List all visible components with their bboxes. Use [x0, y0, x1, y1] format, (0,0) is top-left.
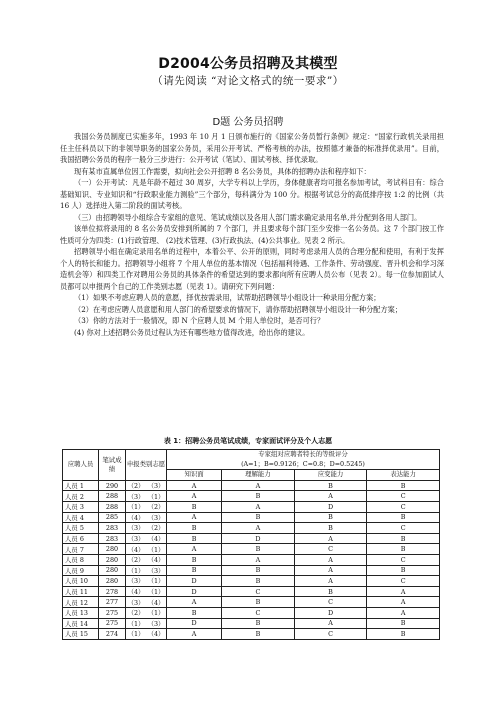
cell-expression: C: [367, 491, 440, 502]
cell-expression: C: [367, 523, 440, 534]
cell-wish-1: （4）: [126, 512, 147, 523]
cell-knowledge: A: [167, 491, 222, 502]
header-ability: 理解能力: [222, 470, 295, 481]
cell-person: 人员 6: [63, 533, 99, 544]
cell-understanding: B: [222, 576, 295, 587]
table-row: [63, 576, 440, 587]
cell-adaptability: A: [294, 576, 367, 587]
cell-knowledge: D: [167, 576, 222, 587]
cell-wish-1: （3）: [126, 523, 147, 534]
cell-understanding: C: [222, 607, 295, 618]
cell-score: 280: [99, 576, 126, 587]
header-weights: (A=1；B=0.9126；C=0.8；D=0.5245): [167, 460, 440, 470]
cell-score: 278: [99, 586, 126, 597]
cell-wish-2: （1）: [146, 544, 167, 555]
header-ability: 表达能力: [367, 470, 440, 481]
cell-person: 人员 13: [63, 607, 99, 618]
table-row: [63, 586, 440, 597]
table-row: [63, 523, 440, 534]
cell-wish-2: （3）: [146, 565, 167, 576]
cell-knowledge: A: [167, 629, 222, 640]
paragraph: 招聘领导小组在确定录用名单的过程中，本着公平、公开的原则，同时考虑录用人员的合理分配和使用，有利于发挥个人的特长和能力。招聘领导小组将 7 个用人单位的基本情况（包括福利待遇、工作条件、劳动强度、晋升机会和学习深造机会等）和四类工作对聘用公务员的具体条件的希望达到的要求都向所有应聘人员公布（见表 2）。每一位参加面试人员都可以申报两个自己的工作类别志愿（见表 1）。请研究下列问题：: [60, 247, 444, 291]
cell-score: 280: [99, 544, 126, 555]
cell-understanding: B: [222, 629, 295, 640]
cell-wish-2: （4）: [146, 533, 167, 544]
cell-adaptability: D: [294, 607, 367, 618]
cell-person: 人员 11: [63, 586, 99, 597]
cell-wish-1: （4）: [126, 544, 147, 555]
cell-wish-1: （3）: [126, 597, 147, 608]
cell-understanding: A: [222, 501, 295, 512]
cell-adaptability: A: [294, 565, 367, 576]
paragraph: 该单位拟将录用的 8 名公务员安排到所属的 7 个部门，并且要求每个部门至少安排一名公务员。这 7 个部门按工作性质可分为四类：(1)行政管理、 (2)技术管理、(3)行政执法、(4)公共事业。见表 2 所示。: [60, 224, 444, 245]
cell-person: 人员 1: [63, 480, 99, 491]
cell-score: 285: [99, 512, 126, 523]
cell-understanding: A: [222, 523, 295, 534]
question-4: (4) 你对上述招聘公务员过程认为还有哪些地方值得改进，给出你的建议。: [74, 327, 310, 337]
cell-score: 280: [99, 554, 126, 565]
cell-score: 274: [99, 629, 126, 640]
cell-person: 人员 3: [63, 501, 99, 512]
cell-score: 283: [99, 523, 126, 534]
cell-knowledge: A: [167, 597, 222, 608]
document-title: D2004公务员招聘及其模型: [158, 56, 338, 72]
cell-wish-2: （2）: [146, 523, 167, 534]
cell-adaptability: C: [294, 544, 367, 555]
paragraph: （一）公开考试：凡是年龄不超过 30 周岁，大学专科以上学历，身体健康者均可报名参加考试，考试科目有：综合基础知识、专业知识和“行政职业能力测验”三个部分，每科满分为 100 分。根据考试总分的高低排序按 1:2 的比例（共 16 人）选择进入第二阶段的面试考核。: [60, 178, 444, 210]
cell-person: 人员 8: [63, 554, 99, 565]
cell-expression: A: [367, 607, 440, 618]
cell-score: 275: [99, 607, 126, 618]
cell-wish-1: （2）: [126, 554, 147, 565]
header-expert: 专家组对应聘者特长的等级评分: [167, 450, 440, 460]
table-row: [63, 618, 440, 629]
cell-knowledge: B: [167, 565, 222, 576]
cell-knowledge: A: [167, 480, 222, 491]
header-ability: 知识面: [167, 470, 222, 481]
cell-wish-1: （3）: [126, 533, 147, 544]
header-wish: 申报类别志愿: [126, 450, 167, 481]
table-row: [63, 512, 440, 523]
question-2: （2）在考虑应聘人员意愿和用人部门的希望要求的情况下，请你帮助招聘领导小组设计一种分配方案；: [74, 304, 403, 314]
cell-understanding: C: [222, 586, 295, 597]
cell-wish-1: （1）: [126, 501, 147, 512]
cell-adaptability: A: [294, 618, 367, 629]
cell-knowledge: B: [167, 523, 222, 534]
cell-person: 人员 14: [63, 618, 99, 629]
cell-understanding: B: [222, 565, 295, 576]
cell-knowledge: B: [167, 501, 222, 512]
cell-adaptability: B: [294, 586, 367, 597]
cell-adaptability: A: [294, 491, 367, 502]
cell-wish-1: （2）: [126, 480, 147, 491]
cell-wish-1: （1）: [126, 565, 147, 576]
cell-expression: B: [367, 544, 440, 555]
cell-knowledge: B: [167, 607, 222, 618]
cell-score: 277: [99, 597, 126, 608]
cell-expression: B: [367, 629, 440, 640]
cell-adaptability: B: [294, 523, 367, 534]
cell-adaptability: A: [294, 533, 367, 544]
cell-score: 283: [99, 533, 126, 544]
cell-expression: B: [367, 480, 440, 491]
cell-adaptability: B: [294, 480, 367, 491]
cell-expression: A: [367, 597, 440, 608]
header-person: 应聘人员: [63, 450, 99, 481]
cell-knowledge: B: [167, 554, 222, 565]
table-body: [63, 480, 440, 639]
cell-wish-1: （1）: [126, 629, 147, 640]
cell-score: 280: [99, 565, 126, 576]
cell-score: 275: [99, 618, 126, 629]
header-ability: 应变能力: [294, 470, 367, 481]
cell-person: 人员 5: [63, 523, 99, 534]
question-3: （3）你的方法对于一般情况，即 N 个应聘人员 M 个用人单位时，是否可行？: [74, 316, 325, 325]
cell-wish-1: （3）: [126, 576, 147, 587]
cell-wish-2: （4）: [146, 554, 167, 565]
cell-adaptability: A: [294, 554, 367, 565]
section-heading: D题 公务员招聘: [212, 117, 284, 128]
cell-expression: B: [367, 533, 440, 544]
cell-understanding: B: [222, 512, 295, 523]
cell-wish-2: （3）: [146, 512, 167, 523]
cell-adaptability: C: [294, 597, 367, 608]
cell-wish-2: （4）: [146, 629, 167, 640]
cell-wish-2: （1）: [146, 607, 167, 618]
header-score: 笔试成绩: [99, 450, 126, 481]
cell-person: 人员 10: [63, 576, 99, 587]
cell-expression: B: [367, 512, 440, 523]
cell-wish-2: （4）: [146, 597, 167, 608]
table-row: [63, 554, 440, 565]
paragraph: 现有某市直属单位因工作需要，拟向社会公开招聘 8 名公务员，具体的招聘办法和程序如下：: [74, 166, 371, 176]
cell-wish-1: （4）: [126, 586, 147, 597]
cell-wish-2: （3）: [146, 480, 167, 491]
cell-person: 人员 4: [63, 512, 99, 523]
table-row: [63, 501, 440, 512]
table-row: [63, 480, 440, 491]
cell-wish-1: （1）: [126, 618, 147, 629]
document-subtitle: （请先阅读 “对论文格式的统一要求”）: [152, 75, 344, 87]
cell-score: 288: [99, 491, 126, 502]
table-row: [63, 629, 440, 640]
cell-understanding: B: [222, 597, 295, 608]
cell-expression: B: [367, 618, 440, 629]
question-1: （1）如果不考虑应聘人员的意愿，择优按需录用，试帮助招聘领导小组设计一种录用分配方案；: [74, 293, 381, 302]
table-row: [63, 607, 440, 618]
cell-knowledge: D: [167, 586, 222, 597]
cell-score: 288: [99, 501, 126, 512]
cell-knowledge: D: [167, 618, 222, 629]
table-caption: 表 1：招聘公务员笔试成绩，专家面试评分及个人志愿: [163, 437, 333, 445]
cell-expression: A: [367, 586, 440, 597]
cell-knowledge: A: [167, 512, 222, 523]
table-row: [63, 544, 440, 555]
cell-person: 人员 15: [63, 629, 99, 640]
cell-person: 人员 9: [63, 565, 99, 576]
cell-adaptability: B: [294, 512, 367, 523]
cell-wish-2: （1）: [146, 576, 167, 587]
cell-understanding: A: [222, 480, 295, 491]
table-row: [63, 597, 440, 608]
body-text: [60, 131, 444, 338]
cell-wish-2: （3）: [146, 618, 167, 629]
cell-person: 人员 2: [63, 491, 99, 502]
cell-person: 人员 12: [63, 597, 99, 608]
cell-wish-2: （2）: [146, 501, 167, 512]
cell-wish-1: （2）: [126, 607, 147, 618]
cell-adaptability: C: [294, 629, 367, 640]
table-row: [63, 533, 440, 544]
cell-expression: C: [367, 554, 440, 565]
cell-adaptability: D: [294, 501, 367, 512]
cell-understanding: B: [222, 618, 295, 629]
cell-understanding: B: [222, 491, 295, 502]
cell-understanding: A: [222, 554, 295, 565]
applicant-table: [62, 449, 440, 640]
cell-score: 290: [99, 480, 126, 491]
cell-expression: B: [367, 565, 440, 576]
paragraph: 我国公务员制度已实施多年，1993 年 10 月 1 日颁布施行的《国家公务员暂行条例》规定：“国家行政机关录用担任主任科员以下的非领导职务的国家公务员，采用公开考试、严格考核的办法，按照德才兼备的标准择优录用”。目前，我国招聘公务员的程序一般分三步进行：公开考试（笔试）、面试考核、择优录取。: [60, 132, 444, 164]
cell-expression: C: [367, 501, 440, 512]
cell-knowledge: B: [167, 533, 222, 544]
cell-knowledge: A: [167, 544, 222, 555]
cell-wish-1: （3）: [126, 491, 147, 502]
cell-wish-2: （1）: [146, 491, 167, 502]
cell-understanding: B: [222, 544, 295, 555]
cell-person: 人员 7: [63, 544, 99, 555]
table-row: [63, 565, 440, 576]
table-row: [63, 491, 440, 502]
cell-wish-2: （1）: [146, 586, 167, 597]
paragraph: （三）由招聘领导小组综合专家组的意见、笔试成绩以及各用人部门需求确定录用名单,并分配到各用人部门。: [74, 212, 422, 222]
cell-expression: C: [367, 576, 440, 587]
cell-understanding: D: [222, 533, 295, 544]
